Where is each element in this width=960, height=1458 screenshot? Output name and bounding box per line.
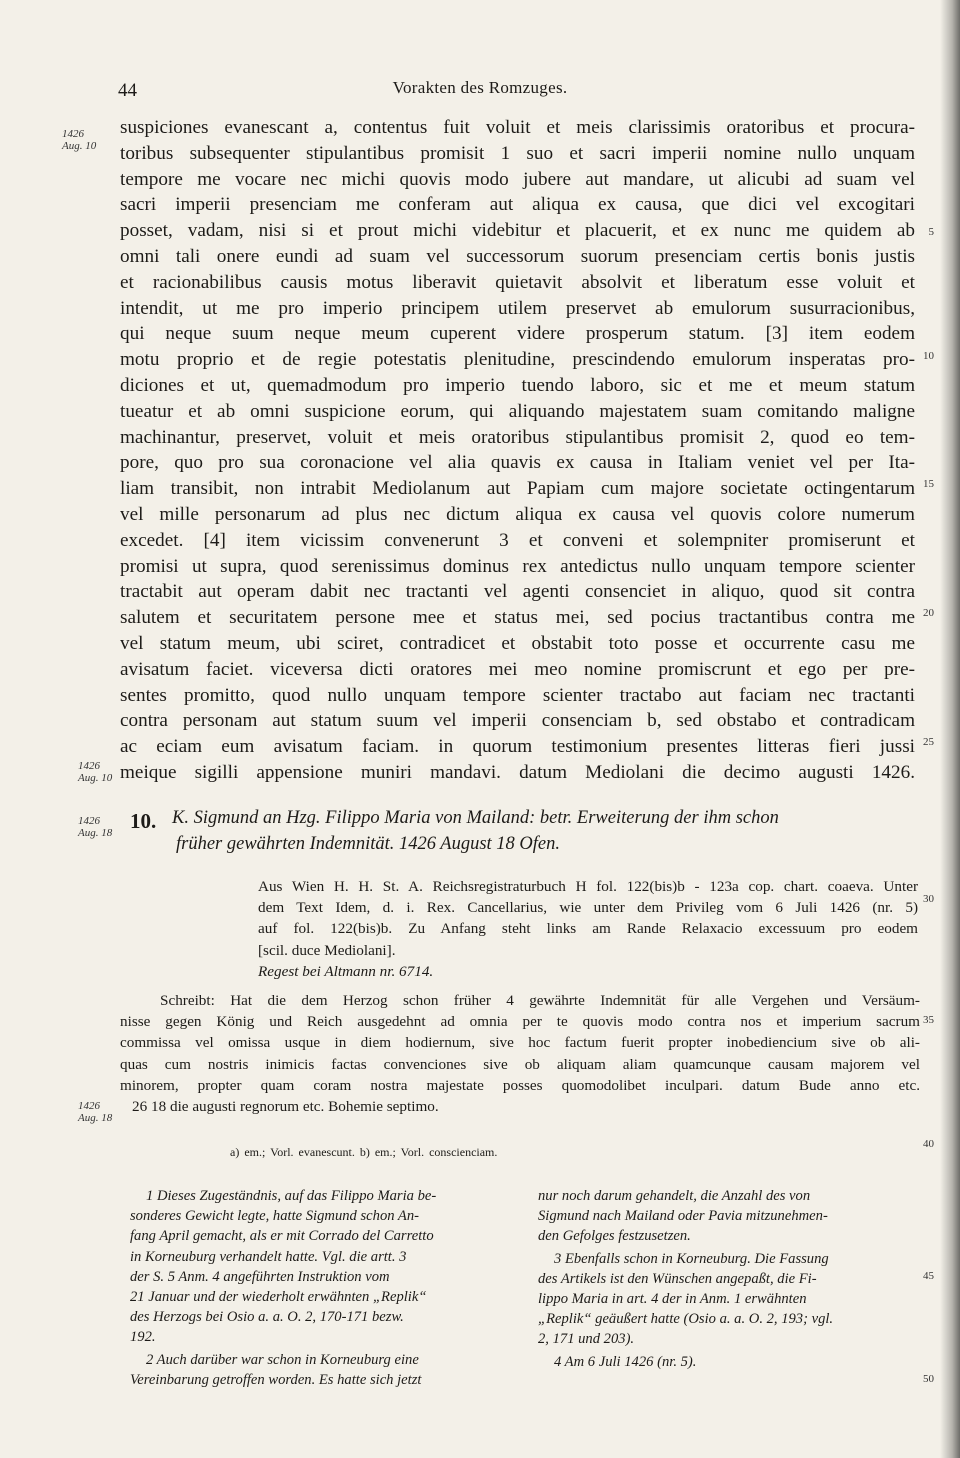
critical-apparatus: a) em.; Vorl. evanescunt. b) em.; Vorl. conscienciam. bbox=[230, 1145, 498, 1159]
footnote-line: nur noch darum gehandelt, die Anzahl des von bbox=[538, 1188, 811, 1204]
text-line: intendit, ut me pro imperio principem utilem preservet ab emulorum susurracionibus, bbox=[120, 297, 915, 319]
summary-line: minorem, propter quam coram nostra majestate posses quomodolibet inculpari. datum Bude anno etc. bbox=[120, 1076, 920, 1094]
footnote-line: 21 Januar und der wiederholt erwähnten „Replik“ bbox=[130, 1289, 427, 1306]
text-line: motu proprio et de regie potestatis plenitudine, prescindendo emulorum insperatas pro- bbox=[120, 349, 915, 371]
document-title-line: K. Sigmund an Hzg. Filippo Maria von Mailand: betr. Erweiterung der ihm schon bbox=[172, 808, 779, 828]
margin-date bbox=[78, 815, 112, 839]
summary-line: 26 18 die augusti regnorum etc. Bohemie septimo. bbox=[132, 1097, 439, 1115]
footnote-line: 192. bbox=[130, 1329, 156, 1346]
margin-date bbox=[78, 760, 112, 784]
margin-date-year: 1426 bbox=[62, 128, 84, 140]
text-line: toribus subsequenter stipulantibus promisit 1 suo et sacri imperii nomine nullo unquam bbox=[120, 142, 915, 164]
footnote bbox=[538, 1249, 923, 1350]
text-line: sentes promitto, quod nullo unquam tempore scienter tractabo aut faciam nec tractanti bbox=[120, 684, 915, 706]
scan-edge-shadow bbox=[940, 0, 960, 1458]
footnote-line: der S. 5 Anm. 4 angeführten Instruktion vom bbox=[130, 1268, 390, 1285]
summary bbox=[120, 990, 920, 1117]
page-number: 44 bbox=[118, 80, 137, 101]
text-line: liam transibit, non intrabit Mediolanum aut Papiam cum majore societate octingentarum bbox=[120, 478, 915, 500]
margin-date-year: 1426 bbox=[78, 1100, 100, 1112]
source-line: Aus Wien H. H. St. A. Reichsregistraturbuch H fol. 122(bis)b - 123a cop. chart. coaeva. Unter bbox=[258, 878, 918, 895]
footnote-line: in Korneuburg verhandelt hatte. Vgl. die artt. 3 bbox=[130, 1248, 407, 1265]
text-line: machinantur, preservet, voluit et meis oratoribus stipulantibus promisit 2, quod eo tem- bbox=[120, 426, 915, 448]
footnote-line: 1 Dieses Zugeständnis, auf das Filippo Maria be- bbox=[146, 1188, 437, 1204]
margin-date-day: Aug. 10 bbox=[78, 772, 113, 784]
text-line: sacri imperii presenciam me conferam aut aliqua ex causa, que dici vel excogitari bbox=[120, 194, 915, 216]
footnote-line: sonderes Gewicht legte, hatte Sigmund schon An- bbox=[130, 1208, 419, 1225]
margin-date-day: Aug. 10 bbox=[62, 140, 97, 152]
footnote-line: lippo Maria in art. 4 der in Anm. 1 erwähnten bbox=[538, 1291, 807, 1308]
line-number: 35 bbox=[923, 1014, 934, 1026]
source-line: dem Text Idem, d. i. Rex. Cancellarius, wie unter dem Privileg vom 6 Juli 1426 (nr. 5) bbox=[258, 899, 918, 917]
document-number: 10. bbox=[130, 809, 157, 833]
text-line: vel mille personarum ad plus nec dictum aliqua ex causa vel quovis colore numerum bbox=[120, 503, 915, 525]
summary-line: quas cum nostris inimicis factas convenciones sive ob aliquam aliam quamcunque causam majorem vel bbox=[120, 1055, 920, 1073]
text-line: diciones et ut, quemadmodum pro imperio tuendo laboro, sic et me et meum statum bbox=[120, 374, 915, 396]
footnotes-left-column bbox=[130, 1186, 522, 1392]
text-line: excedet. [4] item vicissim convenerunt 3 et conveni et solempniter promiserunt et bbox=[120, 529, 915, 551]
text-line: pore, quo pro sua coronacione vel alia quavis ex causa in Italiam veniet vel per Ita- bbox=[120, 452, 915, 474]
line-number: 25 bbox=[923, 736, 934, 748]
source-line: auf fol. 122(bis)b. Zu Anfang steht links am Rande Relaxacio excessuum pro eodem bbox=[258, 920, 918, 938]
source-line: [scil. duce Mediolani]. bbox=[258, 941, 396, 959]
page-header bbox=[0, 74, 960, 104]
margin-date-year: 1426 bbox=[78, 815, 100, 827]
line-number: 5 bbox=[928, 226, 934, 238]
text-line: avisatum faciet. viceversa dicti oratores mei meo nomine promiscrunt et ego per pre- bbox=[120, 658, 915, 680]
text-line: contra personam aut statum suum vel imperii consenciam b, sed obstabo et contradicam bbox=[120, 710, 915, 732]
text-line: meique sigilli appensione muniri mandavi. datum Mediolani die decimo augusti 1426. bbox=[120, 761, 915, 783]
text-line: promisi ut supra, quod serenissimus dominus rex antedictus nullo unquam tempore scienter bbox=[120, 555, 915, 577]
text-line: tractabit aut operam dabit nec tractanti vel agenti consenciet in aliquo, quod sit contra bbox=[120, 581, 915, 603]
text-line: qui neque suum neque meum cuperent videre prosperum statum. [3] item eodem bbox=[120, 323, 915, 345]
text-line: tueatur et ab omni suspicione eorum, qui aliquando majestatem suam comitando maligne bbox=[120, 400, 915, 422]
line-number: 20 bbox=[923, 607, 934, 619]
footnote-line: 2 Auch darüber war schon in Korneuburg eine bbox=[146, 1351, 419, 1368]
document-title bbox=[172, 805, 922, 857]
footnote-line: den Gefolges festzusetzen. bbox=[538, 1228, 691, 1245]
margin-date-day: Aug. 18 bbox=[78, 1112, 113, 1124]
footnote-line: Sigmund nach Mailand oder Pavia mitzunehmen- bbox=[538, 1208, 828, 1225]
footnote-line: Vereinbarung getroffen worden. Es hatte sich jetzt bbox=[130, 1371, 422, 1388]
summary-line: Schreibt: Hat die dem Herzog schon früher 4 gewährte Indemnität für alle Vergehen und Versäum- bbox=[160, 992, 920, 1009]
footnote-line: 2, 171 und 203). bbox=[538, 1331, 635, 1348]
line-number: 15 bbox=[923, 478, 934, 490]
source-note bbox=[258, 876, 918, 982]
footnote-line: fang April gemacht, als er mit Corrado del Carretto bbox=[130, 1228, 434, 1245]
text-line: tempore me vocare nec michi quovis modo jubere aut mandare, ut alicubi ad suam vel bbox=[120, 168, 915, 190]
margin-date bbox=[62, 128, 96, 152]
footnote-line: des Herzogs bei Osio a. a. O. 2, 170-171 bezw. bbox=[130, 1309, 404, 1326]
text-line: posset, vadam, nisi si et prout michi videbitur et placuerit, et ex nunc me quidem ab bbox=[120, 220, 915, 242]
source-line: Regest bei Altmann nr. 6714. bbox=[258, 962, 434, 980]
footnote-line: „Replik“ geäußert hatte (Osio a. a. O. 2, 193; vgl. bbox=[538, 1311, 834, 1328]
document-title-line: früher gewährten Indemnität. 1426 August 18 Ofen. bbox=[176, 834, 561, 854]
footnote-line: 3 Ebenfalls schon in Korneuburg. Die Fassung bbox=[554, 1250, 829, 1267]
text-line: ac eciam eum avisatum faciam. in quorum testimonium presentes litteras fieri jussi bbox=[120, 736, 915, 758]
footnote-line: des Artikels ist den Wünschen angepaßt, die Fi- bbox=[538, 1270, 817, 1287]
line-number: 30 bbox=[923, 893, 934, 905]
footnote bbox=[130, 1186, 522, 1348]
line-number: 10 bbox=[923, 350, 934, 362]
text-line: salutem et securitatem persone mee et status mei, sed pocius tractantibus contra me bbox=[120, 607, 915, 629]
text-line: vel statum meum, ubi sciret, contradicet et obstabit toto posse et occurrente casu me bbox=[120, 632, 915, 654]
footnote bbox=[538, 1186, 923, 1247]
text-line: et racionabilibus causis motus liberavit quietavit absolvit et liberatum esse voluit et bbox=[120, 271, 915, 293]
margin-date-year: 1426 bbox=[78, 760, 100, 772]
text-line: suspiciones evanescant a, contentus fuit voluit et meis clarissimis oratoribus et procura- bbox=[120, 117, 915, 138]
footnote-line: 4 Am 6 Juli 1426 (nr. 5). bbox=[554, 1353, 697, 1370]
text-line: omni tali onere eundi ad suam vel successorum suorum presenciam certis bonis justis bbox=[120, 245, 915, 267]
line-number: 40 bbox=[923, 1138, 934, 1150]
footnote bbox=[538, 1352, 923, 1372]
running-title: Vorakten des Romzuges. bbox=[392, 78, 568, 97]
margin-date bbox=[78, 1100, 112, 1124]
line-number: 45 bbox=[923, 1270, 934, 1282]
margin-date-day: Aug. 18 bbox=[78, 827, 113, 839]
footnotes-right-column bbox=[538, 1186, 923, 1374]
footnote bbox=[130, 1350, 522, 1390]
summary-line: commissa vel omissa usque in diem hodiernum, sive hoc factum fuerit propter inobediencium sive ob ali- bbox=[120, 1034, 920, 1052]
main-text bbox=[120, 115, 915, 786]
summary-line: nisse gegen König und Reich ausgedehnt ad omnia per te quovis modo contra nos et imperium sacrum bbox=[120, 1013, 920, 1031]
line-number: 50 bbox=[923, 1373, 934, 1385]
